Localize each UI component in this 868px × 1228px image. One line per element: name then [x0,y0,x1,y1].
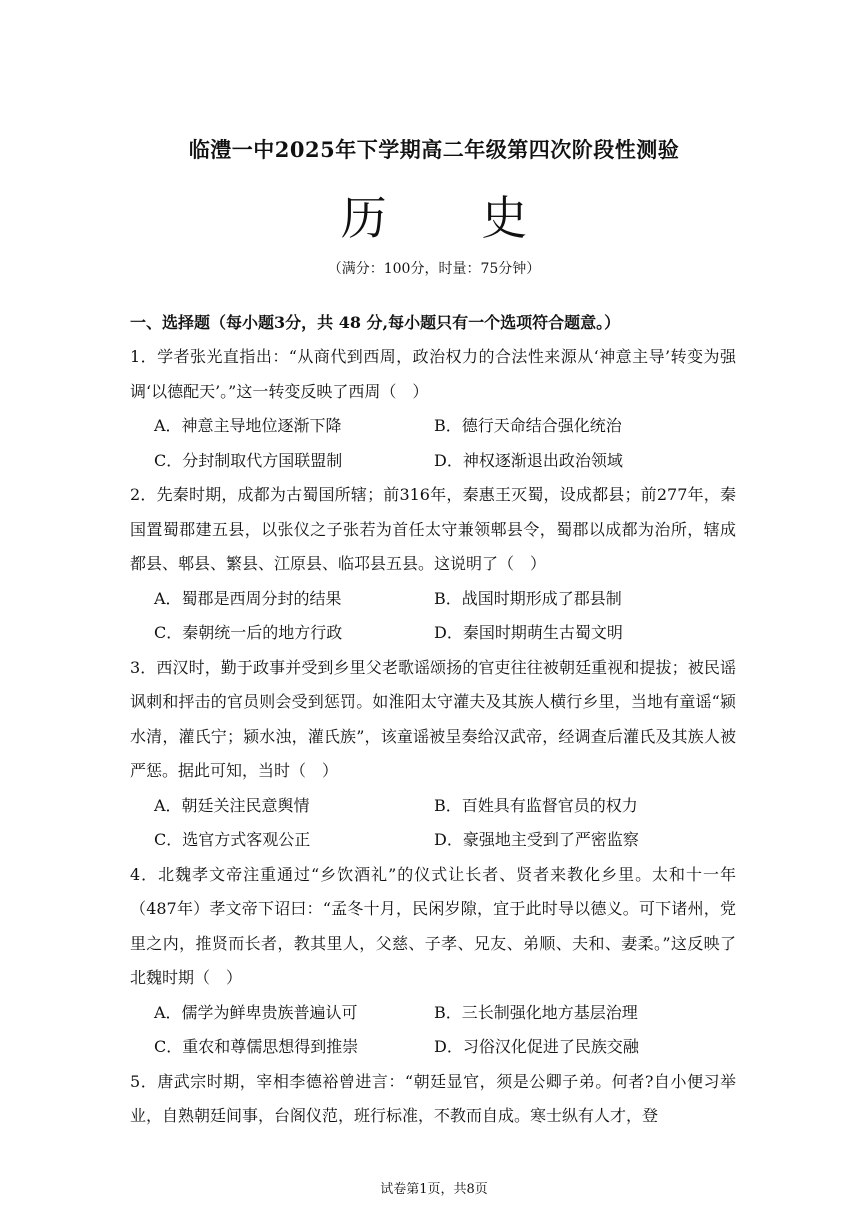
subject-title: 历 史 [340,191,568,245]
question-options [130,582,736,651]
question-section [130,306,736,1134]
question-options [130,409,736,478]
question-4 [130,858,736,1065]
question-stem: 1．学者张光直指出：“从商代到西周，政治权力的合法性来源从‘神意主导’转变为强调‘以德配天’。”这一转变反映了西周（ ） [130,347,736,401]
page-footer: 试卷第1页，共8页 [380,1182,488,1197]
option-d: D．豪强地主受到了严密监察 [434,830,639,849]
question-5 [130,1065,736,1134]
option-a: A．儒学为鲜卑贵族普遍认可 [154,1002,358,1022]
option-b: B．战国时期形成了郡县制 [434,588,622,608]
question-options [130,996,736,1065]
question-stem: 3．西汉时，勤于政事并受到乡里父老歌谣颂扬的官吏往往被朝廷重视和提拔；被民谣讽刺和抨击的官员则会受到惩罚。如淮阳太守灌夫及其族人横行乡里，当地有童谣“颍水清，灌氏宁；颍水浊，灌氏族”，该童谣被呈奏给汉武帝，经调查后灌氏及其族人被严惩。据此可知，当时（ ） [130,657,736,780]
school-exam-title: 临澧一中2025年下学期高二年级第四次阶段性测验 [188,137,680,162]
option-a: A．神意主导地位逐渐下降 [154,416,342,435]
question-options [130,789,736,858]
option-c: C．选官方式客观公正 [154,830,311,849]
option-a: A．朝廷关注民意舆情 [154,795,310,815]
question-1 [130,340,736,478]
exam-info: （满分：100分，时量：75分钟） [327,261,541,277]
question-stem: 2．先秦时期，成都为古蜀国所辖；前316年，秦惠王灭蜀，设成都县；前277年，秦国置蜀郡建五县，以张仪之子张若为首任太守兼领郫县令，蜀郡以成都为治所，辖成都县、郫县、繁县、江原县、临邛县五县。这说明了（ ） [130,485,736,573]
question-stem: 4．北魏孝文帝注重通过“乡饮酒礼”的仪式让长者、贤者来教化乡里。太和十一年（487年）孝文帝下诏曰：“孟冬十月，民闲岁隙，宜于此时导以德义。可下诸州，党里之内，推贤而长者，教其里人，父慈、子孝、兄友、弟顺、夫和、妻柔。”这反映了北魏时期（ ） [130,864,736,987]
section-heading: 一、选择题（每小题3分，共 48 分,每小题只有一个选项符合题意。） [130,313,621,332]
option-c: C．秦朝统一后的地方行政 [154,623,343,642]
question-2 [130,478,736,651]
option-b: B．德行天命结合强化统治 [434,416,622,435]
question-stem: 5．唐武宗时期，宰相李德裕曾进言：“朝廷显官，须是公卿子弟。何者?自小便习举业，自熟朝廷间事，台阁仪范，班行标准，不教而自成。寒士纵有人才，登 [130,1071,736,1125]
option-b: B．三长制强化地方基层治理 [434,1002,638,1022]
option-c: C．重农和尊儒思想得到推崇 [154,1037,359,1056]
option-c: C．分封制取代方国联盟制 [154,450,343,470]
option-d: D．习俗汉化促进了民族交融 [434,1037,639,1056]
option-a: A．蜀郡是西周分封的结果 [154,588,342,608]
question-3 [130,651,736,858]
option-d: D．神权逐渐退出政治领域 [434,450,623,470]
option-d: D．秦国时期萌生古蜀文明 [434,623,623,642]
option-b: B．百姓具有监督官员的权力 [434,795,638,815]
